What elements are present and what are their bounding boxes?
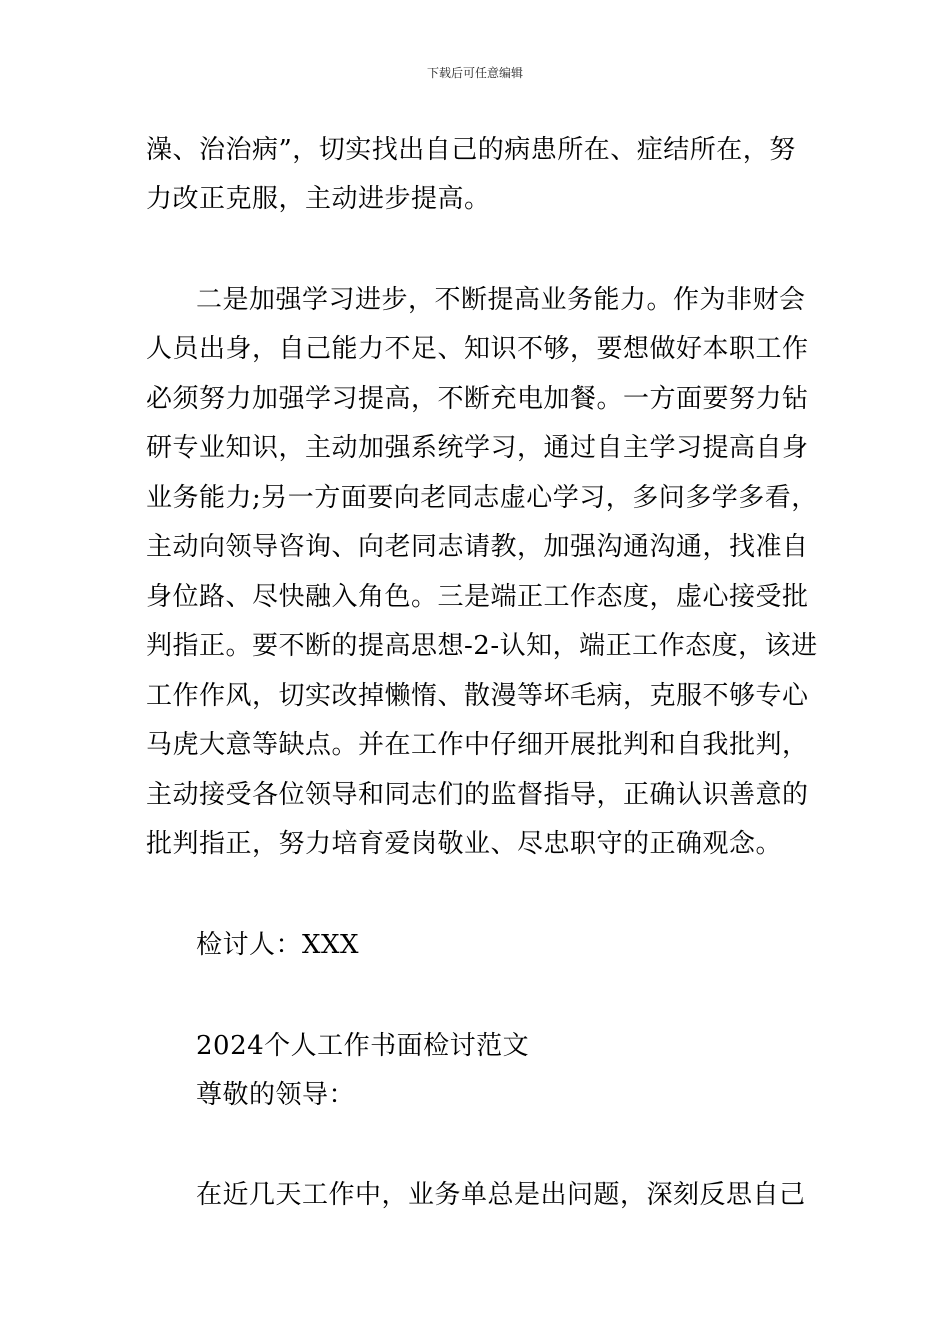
text-line: 主动向领导咨询、向老同志请教，加强沟通沟通，找准自 <box>146 532 809 562</box>
text-line: 判指正。要不断的提高思想-2-认知，端正工作态度，该进 <box>146 631 818 661</box>
signature-line: 检讨人：XXX <box>196 930 360 960</box>
text-line: 马虎大意等缺点。并在工作中仔细开展批判和自我批判， <box>146 730 809 760</box>
text-line: 批判指正，努力培育爱岗敬业、尽忠职守的正确观念。 <box>146 829 783 859</box>
text-line: 澡、治治病”，切实找出自己的病患所在、症结所在，努 <box>146 135 796 165</box>
text-line: 人员出身，自己能力不足、知识不够，要想做好本职工作 <box>146 334 809 364</box>
text-line: 力改正克服，主动进步提高。 <box>146 184 491 214</box>
text-line: 工作作风，切实改掉懒惰、散漫等坏毛病，克服不够专心 <box>146 681 809 711</box>
text-line: 研专业知识，主动加强系统学习，通过自主学习提高自身 <box>146 433 809 463</box>
text-line: 主动接受各位领导和同志们的监督指导，正确认识善意的 <box>146 780 809 810</box>
page-header: 下载后可任意编辑 <box>426 66 523 80</box>
text-line: 在近几天工作中，业务单总是出问题，深刻反思自己 <box>196 1180 806 1210</box>
salutation: 尊敬的领导： <box>196 1080 356 1110</box>
document-title: 2024个人工作书面检讨范文 <box>196 1031 530 1061</box>
text-line: 必须努力加强学习提高，不断充电加餐。一方面要努力钻 <box>146 384 809 414</box>
text-line: 二是加强学习进步，不断提高业务能力。作为非财会 <box>196 285 806 315</box>
text-line: 身位路、尽快融入角色。三是端正工作态度，虚心接受批 <box>146 582 809 612</box>
text-line: 业务能力;另一方面要向老同志虚心学习，多问多学多看， <box>146 483 818 513</box>
